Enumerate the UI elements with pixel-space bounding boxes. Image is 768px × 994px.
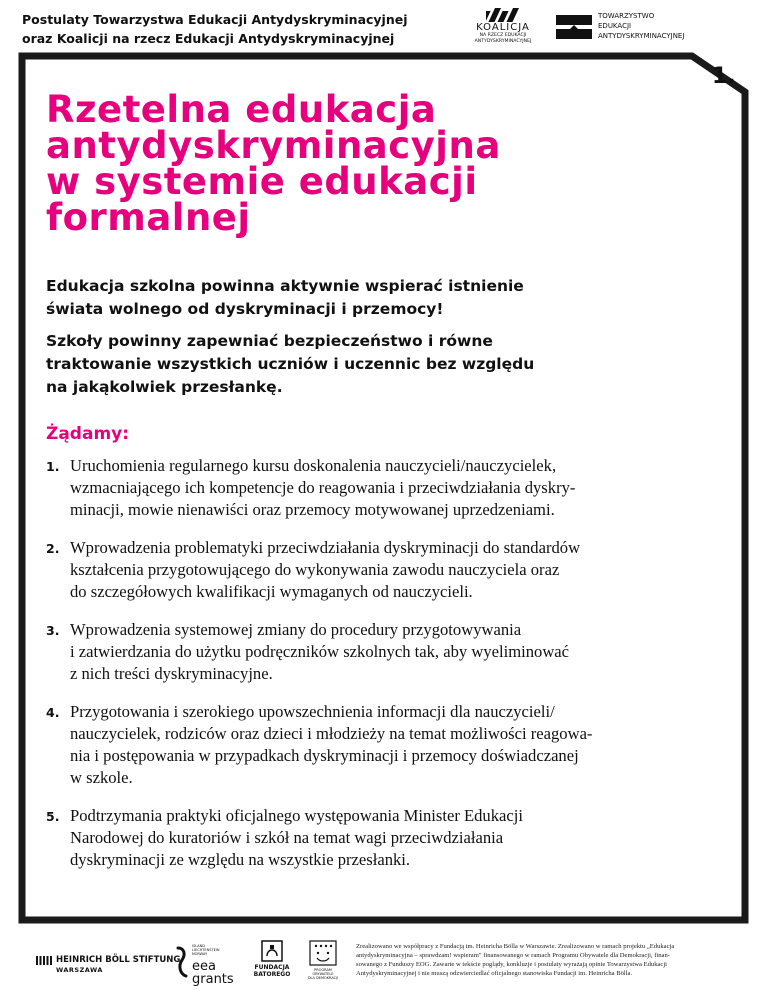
list-item <box>46 619 726 685</box>
lead-paragraph-2 <box>46 330 686 399</box>
batorego-line: BATOREGO <box>253 971 291 978</box>
obywatele-line: PROGRAM OBYWATELE <box>312 968 334 976</box>
list-item-line: Narodowej do kuratoriów i szkół na temat wagi przeciwdziałania <box>70 828 504 847</box>
heinrich-boll-mark-icon <box>36 956 52 965</box>
header-line: oraz Koalicji na rzecz Edukacji Antydyskryminacyjnej <box>22 31 395 46</box>
eea-word: eea <box>192 959 216 974</box>
list-item-line: dyskryminacji ze względu na wszystkie przesłanki. <box>70 850 411 869</box>
koalicja-subline: ANTYDYSKRYMINACYJNEJ <box>474 38 532 44</box>
footer-note-line: Zrealizowano we współpracy z Fundacją im. Heinricha Bölla w Warszawie. Zrealizowano w ramach projektu „Edukacja <box>356 943 675 950</box>
title-line: formalnej <box>46 196 251 239</box>
footer-note-line: sowanego z Funduszy EOG. Zawarte w tekście poglądy, konkluzje i postulaty wyrażają opinie Towarzystwa Edukacji <box>356 961 668 968</box>
list-item <box>46 455 726 521</box>
lead-text <box>46 275 686 399</box>
title-line: antydyskryminacyjna <box>46 124 501 167</box>
list-item <box>46 805 726 871</box>
list-item-line: Wprowadzenia systemowej zmiany do procedury przygotowywania <box>70 620 522 639</box>
obywatele-mark-icon <box>309 940 337 966</box>
fundacja-batorego-mark-icon <box>261 940 283 962</box>
eea-countries <box>192 944 219 956</box>
lead-line: Edukacja szkolna powinna aktywnie wspierać istnienie <box>46 277 524 295</box>
obywatele-dla-demokracji-logo <box>306 940 340 980</box>
koalicja-subline: NA RZECZ EDUKACJI <box>479 33 527 38</box>
eea-country: NORWAY <box>192 952 208 956</box>
footer-note-line: antydyskryminacyjna – sprawdzam! wspieram" finansowanego w ramach Programu Obywatele dla Demokracji, finan- <box>356 952 670 959</box>
footer-note-line: Antydyskryminacyjnej i nie muszą odzwierciedlać oficjalnego stanowiska Fundacji im. Heinricha Bölla. <box>356 970 633 977</box>
list-item <box>46 701 726 789</box>
lead-line: Szkoły powinny zapewniać bezpieczeństwo i równe <box>46 332 493 350</box>
eea-country: LIECHTENSTEIN <box>192 948 220 952</box>
lead-line: traktowanie wszystkich uczniów i uczennic bez względu <box>46 355 535 373</box>
page-number: 1. <box>712 64 736 89</box>
title-line: w systemie edukacji <box>46 160 478 203</box>
list-item-line: do szczegółowych kwalifikacji wymaganych od nauczycieli. <box>70 582 473 601</box>
tea-name-line: TOWARZYSTWO <box>598 12 655 20</box>
eea-grants-wordmark <box>192 960 234 986</box>
footer-note <box>356 942 742 978</box>
lead-line: na jakąkolwiek przesłankę. <box>46 378 283 396</box>
demands-list <box>46 455 726 871</box>
list-item-line: Podtrzymania praktyki oficjalnego występowania Minister Edukacji <box>70 806 523 825</box>
grants-word: grants <box>192 972 234 987</box>
demands-heading: Żądamy: <box>46 424 130 444</box>
heinrich-boll-city: WARSZAWA <box>56 966 103 974</box>
list-item-number: 4. <box>46 705 60 720</box>
lead-line: świata wolnego od dyskryminacji i przemocy! <box>46 300 444 318</box>
list-item-line: i zatwierdzania do użytku podręczników szkolnych tak, aby wyeliminować <box>70 642 570 661</box>
list-item-line: w szkole. <box>70 768 133 787</box>
list-item-number: 3. <box>46 623 60 638</box>
tea-name-line: ANTYDYSKRYMINACYJNEJ <box>598 32 685 40</box>
list-item-line: wzmacniającego ich kompetencje do reagowania i przeciwdziałania dyskry- <box>70 478 576 497</box>
header-line: Postulaty Towarzystwa Edukacji Antydyskryminacyjnej <box>22 12 408 27</box>
obywatele-line: DLA DEMOKRACJI <box>307 976 339 980</box>
tea-name-line: EDUKACJI <box>598 22 632 30</box>
batorego-line: FUNDACJA <box>254 964 290 971</box>
list-item-number: 2. <box>46 541 60 556</box>
list-item-line: z nich treści dyskryminacyjne. <box>70 664 273 683</box>
list-item-number: 5. <box>46 809 60 824</box>
list-item-line: kształcenia przygotowującego do wykonywania zawodu nauczyciela oraz <box>70 560 560 579</box>
list-item-line: nauczycielek, rodziców oraz dzieci i młodzieży na temat możliwości reagowa- <box>70 724 593 743</box>
lead-paragraph-1 <box>46 275 686 321</box>
title-line: Rzetelna edukacja <box>46 88 437 131</box>
list-item-line: nia i postępowania w przypadkach dyskryminacji i przemocy doświadczanej <box>70 746 579 765</box>
eea-country: ISLAND <box>192 944 205 948</box>
koalicja-name: KOALICJA <box>476 22 530 33</box>
list-item-number: 1. <box>46 459 60 474</box>
page-title <box>46 88 501 239</box>
list-item <box>46 537 726 603</box>
list-item-line: Wprowadzenia problematyki przeciwdziałania dyskryminacji do standardów <box>70 538 581 557</box>
list-item-line: Uruchomienia regularnego kursu doskonalenia nauczycieli/nauczycielek, <box>70 456 557 475</box>
list-item-line: Przygotowania i szerokiego upowszechnienia informacji dla nauczycieli/ <box>70 702 555 721</box>
list-item-line: minacji, mowie nienawiści oraz przemocy motywowanej uprzedzeniami. <box>70 500 555 519</box>
heinrich-boll-name: HEINRICH BÖLL STIFTUNG <box>56 955 181 965</box>
eea-grants-mark-icon <box>176 944 188 980</box>
fundacja-batorego-logo <box>252 940 292 978</box>
